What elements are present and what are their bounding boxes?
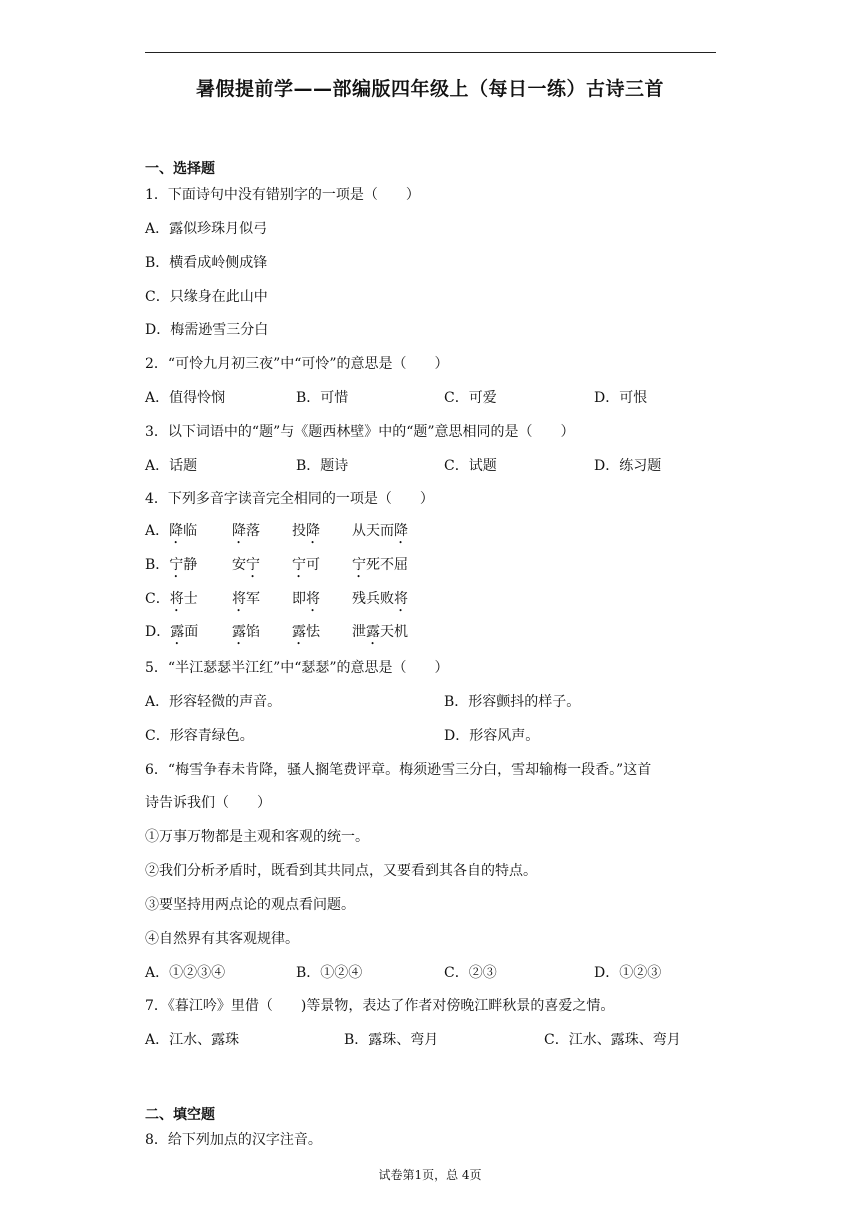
question-5-option-c: C．形容青绿色。 [145, 728, 254, 744]
section-heading-fill: 二、填空题 [145, 1107, 215, 1123]
page-title: 暑假提前学——部编版四年级上（每日一练）古诗三首 [195, 78, 664, 100]
question-4-option-d-word-3: 露怯 [292, 624, 320, 640]
question-7-option-b: B．露珠、弯月 [344, 1032, 439, 1048]
question-4-option-a [145, 521, 197, 547]
question-3-option-a: A．话题 [145, 458, 198, 474]
question-4-option-d-word-2: 露馅 [232, 624, 260, 640]
question-6-statement-1: ①万事万物都是主观和客观的统一。 [145, 829, 369, 845]
question-4-option-b [145, 555, 197, 581]
question-4-option-a-word-3: 投降 [292, 523, 320, 539]
question-3-stem: 3．以下词语中的“题”与《题西林壁》中的“题”意思相同的是（ ） [145, 424, 575, 440]
question-6-option-b: B．①②④ [296, 965, 363, 981]
header-rule [145, 52, 716, 53]
question-6-statement-4: ④自然界有其客观规律。 [145, 931, 299, 947]
question-1-stem: 1．下面诗句中没有错别字的一项是（ ） [145, 187, 420, 203]
question-4-option-c [145, 589, 198, 615]
question-2-option-b: B．可惜 [296, 390, 349, 406]
question-6-stem-line-2: 诗告诉我们（ ） [145, 795, 271, 811]
question-8-stem: 8．给下列加点的汉字注音。 [145, 1132, 322, 1148]
question-5-option-b: B．形容颤抖的样子。 [444, 694, 581, 710]
question-1-option-c: C．只缘身在此山中 [145, 289, 268, 305]
question-4-stem: 4．下列多音字读音完全相同的一项是（ ） [145, 491, 434, 507]
question-6-option-d: D．①②③ [594, 965, 662, 981]
question-7-stem: 7．《暮江吟》里借（ )等景物，表达了作者对傍晚江畔秋景的喜爱之情。 [145, 998, 615, 1014]
option-label: D． [145, 624, 171, 640]
question-4-option-c-word-3: 即将 [292, 591, 320, 607]
question-4-option-a-word-4: 从天而降 [352, 523, 408, 539]
question-5-option-d: D．形容风声。 [444, 728, 540, 744]
question-5-stem: 5．“半江瑟瑟半江红”中“瑟瑟”的意思是（ ） [145, 660, 449, 676]
question-6-statement-3: ③要坚持用两点论的观点看问题。 [145, 897, 355, 913]
question-4-option-d [145, 622, 198, 648]
question-4-option-b-word-4: 宁死不屈 [352, 557, 408, 573]
question-6-option-c: C．②③ [444, 965, 497, 981]
question-3-option-b: B．题诗 [296, 458, 349, 474]
option-label: B． [145, 557, 170, 573]
question-4-option-d-word-4: 泄露天机 [352, 624, 408, 640]
page-footer: 试卷第1页，总 4页 [378, 1168, 482, 1182]
question-4-option-c-word-2: 将军 [232, 591, 260, 607]
question-6-option-a: A．①②③④ [145, 965, 226, 981]
question-1-option-d: D．梅需逊雪三分白 [145, 322, 269, 338]
question-2-option-a: A．值得怜悯 [145, 390, 226, 406]
word-1: 露面 [170, 624, 199, 640]
question-7-option-a: A．江水、露珠 [145, 1032, 240, 1048]
question-4-option-b-word-2: 安宁 [232, 557, 260, 573]
question-3-option-c: C．试题 [444, 458, 497, 474]
question-4-option-b-word-3: 宁可 [292, 557, 320, 573]
question-5-option-a: A．形容轻微的声音。 [145, 694, 282, 710]
section-heading-choice: 一、选择题 [145, 161, 215, 177]
question-6-stem-line-1: 6．“梅雪争春未肯降，骚人搁笔费评章。梅须逊雪三分白，雪却输梅一段香。”这首 [145, 762, 652, 778]
question-4-option-c-word-4: 残兵败将 [352, 591, 408, 607]
word-1: 将士 [169, 591, 198, 607]
question-2-option-c: C．可爱 [444, 390, 497, 406]
option-label: C． [145, 591, 170, 607]
question-2-stem: 2．“可怜九月初三夜”中“可怜”的意思是（ ） [145, 356, 449, 372]
question-2-option-d: D．可恨 [594, 390, 648, 406]
question-7-option-c: C．江水、露珠、弯月 [544, 1032, 681, 1048]
question-4-option-a-word-2: 降落 [232, 523, 260, 539]
question-3-option-d: D．练习题 [594, 458, 662, 474]
question-6-statement-2: ②我们分析矛盾时，既看到其共同点，又要看到其各自的特点。 [145, 863, 537, 879]
word-1: 宁静 [169, 557, 198, 573]
word-1: 降临 [169, 523, 198, 539]
option-label: A． [145, 523, 170, 539]
question-1-option-b: B．横看成岭侧成锋 [145, 255, 268, 271]
question-1-option-a: A．露似珍珠月似弓 [145, 221, 268, 237]
